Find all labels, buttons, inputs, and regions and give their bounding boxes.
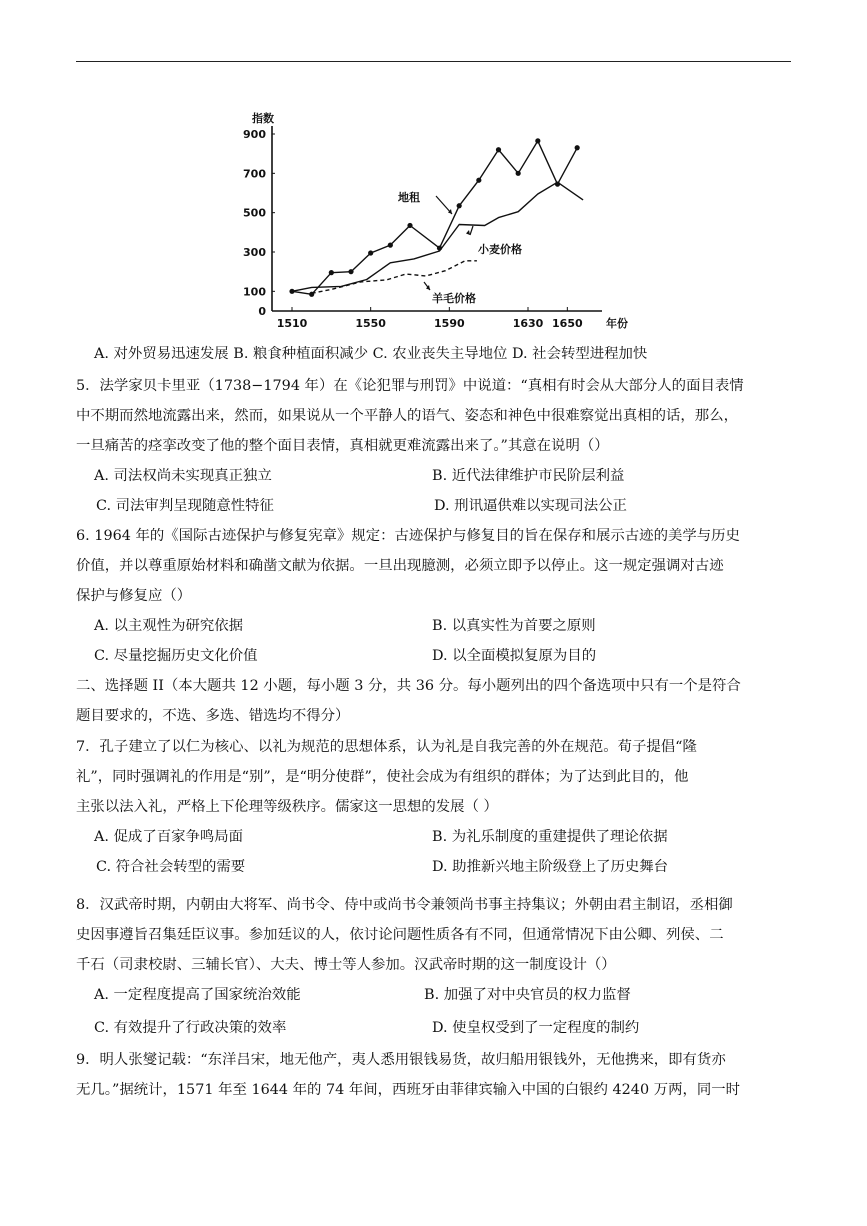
x-axis-label: 年份 — [606, 317, 628, 330]
x-tick-label-1650: 1650 — [552, 317, 583, 330]
q7-stem-line-1: 7．孔子建立了以仁为核心、以礼为规范的思想体系，认为礼是自我完善的外在规范。荀子提倡“隆 — [76, 739, 697, 755]
q7-option-c: C. 符合社会转型的需要 — [96, 859, 246, 875]
data-point-0-5 — [388, 243, 393, 248]
series-label-1: 小麦价格 — [478, 243, 522, 256]
q8-stem-line-2: 史因事遵旨召集廷臣议事。参加廷议的人，依讨论问题性质各有不同，但通常情况下由公卿、列侯、二 — [76, 927, 724, 943]
q5-stem-line-3: 一旦痛苦的痉挛改变了他的整个面目表情，真相就更难流露出来了。”其意在说明（） — [76, 438, 609, 454]
q6-stem-line-1: 6. 1964 年的《国际古迹保护与修复宪章》规定：古迹保护与修复目的旨在保存和展示古迹的美学与历史 — [76, 528, 740, 544]
q7-stem-line-3: 主张以法入礼，严格上下伦理等级秩序。儒家这一思想的发展（ ） — [76, 799, 498, 815]
q8-option-b: B. 加强了对中央官员的权力监督 — [424, 987, 631, 1003]
section2-heading-line-1: 二、选择题 II（本大题共 12 小题，每小题 3 分，共 36 分。每小题列出的四个备选项中只有一个是符合 — [76, 678, 741, 694]
section2-heading-line-2: 题目要求的，不选、多选、错选均不得分） — [76, 708, 350, 724]
y-tick-label-900: 900 — [243, 128, 266, 141]
q6-stem-line-2: 价值，并以尊重原始材料和确凿文献为依据。一旦出现臆测，必须立即予以停止。这一规定强调对古迹 — [76, 558, 724, 574]
x-tick-label-1630: 1630 — [512, 317, 544, 330]
data-point-0-14 — [575, 145, 580, 150]
data-point-0-3 — [348, 269, 353, 274]
q7-stem-line-2: 礼”，同时强调礼的作用是“别”，是“明分使群”，使社会成为有组织的群体；为了达到此目的，他 — [76, 769, 689, 785]
q8-stem-line-1: 8．汉武帝时期，内朝由大将军、尚书令、侍中或尚书令兼领尚书事主持集议；外朝由君主制诏，丞相御 — [76, 897, 733, 913]
series-line-2 — [312, 261, 477, 294]
x-tick-label-1550: 1550 — [355, 317, 386, 330]
q7-option-b: B. 为礼乐制度的重建提供了理论依据 — [432, 829, 668, 845]
y-tick-label-500: 500 — [243, 206, 266, 220]
history-index-chart — [240, 108, 650, 334]
y-axis-label: 指数 — [252, 112, 274, 125]
data-point-0-11 — [516, 171, 521, 176]
x-tick-label-1510: 1510 — [276, 317, 308, 330]
q8-stem-line-3: 千石（司隶校尉、三辅长官）、大夫、博士等人参加。汉武帝时期的这一制度设计（） — [76, 957, 616, 973]
q7-option-d: D. 助推新兴地主阶级登上了历史舞台 — [432, 859, 669, 875]
data-point-0-10 — [496, 147, 501, 152]
q6-option-a: A. 以主观性为研究依据 — [94, 618, 244, 634]
q6-option-b: B. 以真实性为首要之原则 — [432, 618, 596, 634]
q6-option-c: C. 尽量挖掘历史文化价值 — [94, 648, 258, 664]
q9-stem-line-2: 无几。”据统计，1571 年至 1644 年的 74 年间，西班牙由菲律宾输入中国的白银约 4240 万两，同一时 — [76, 1082, 741, 1098]
data-point-0-8 — [457, 203, 462, 208]
data-point-0-9 — [476, 178, 481, 183]
y-tick-label-300: 300 — [243, 246, 266, 259]
series-pointer-head-1 — [466, 230, 470, 235]
data-point-0-12 — [535, 138, 540, 143]
q9-stem-line-1: 9．明人张燮记载：“东洋吕宋，地无他产，夷人悉用银钱易货，故归船用银钱外，无他携来，即有货亦 — [76, 1052, 726, 1068]
q6-stem-line-3: 保护与修复应（） — [76, 588, 192, 604]
q5-stem-line-2: 中不期而然地流露出来，然而，如果说从一个平静人的语气、姿态和神色中很难察觉出真相的话，那么， — [76, 408, 738, 424]
q7-option-a: A. 促成了百家争鸣局面 — [94, 829, 244, 845]
series-label-2: 羊毛价格 — [432, 292, 476, 305]
q4-options: A. 对外贸易迅速发展 B. 粮食种植面积减少 C. 农业丧失主导地位 D. 社会转型进程加快 — [94, 346, 648, 362]
data-point-0-4 — [368, 250, 373, 255]
q8-option-a: A. 一定程度提高了国家统治效能 — [94, 987, 301, 1003]
q8-option-d: D. 使皇权受到了一定程度的制约 — [432, 1020, 640, 1036]
x-tick-label-1590: 1590 — [434, 317, 465, 330]
data-point-0-2 — [329, 270, 334, 275]
q5-stem-line-1: 5．法学家贝卡里亚（1738−1794 年）在《论犯罪与刑罚》中说道：“真相有时会从大部分人的面目表情 — [76, 378, 744, 394]
series-label-0: 地租 — [398, 191, 420, 204]
y-tick-label-0: 0 — [258, 305, 266, 318]
q5-option-a: A. 司法权尚未实现真正独立 — [94, 468, 272, 484]
q8-option-c: C. 有效提升了行政决策的效率 — [94, 1020, 287, 1036]
data-point-0-6 — [407, 223, 412, 228]
q6-option-d: D. 以全面模拟复原为目的 — [432, 648, 597, 664]
q5-option-d: D. 刑讯逼供难以实现司法公正 — [434, 498, 627, 514]
y-tick-label-100: 100 — [243, 285, 266, 299]
q5-option-c: C. 司法审判呈现随意性特征 — [96, 498, 274, 514]
q5-option-b: B. 近代法律维护市民阶层利益 — [432, 468, 625, 484]
y-tick-label-700: 700 — [243, 167, 266, 181]
top-rule — [76, 61, 791, 62]
series-line-0 — [292, 141, 577, 294]
series-pointer-1 — [470, 226, 473, 235]
